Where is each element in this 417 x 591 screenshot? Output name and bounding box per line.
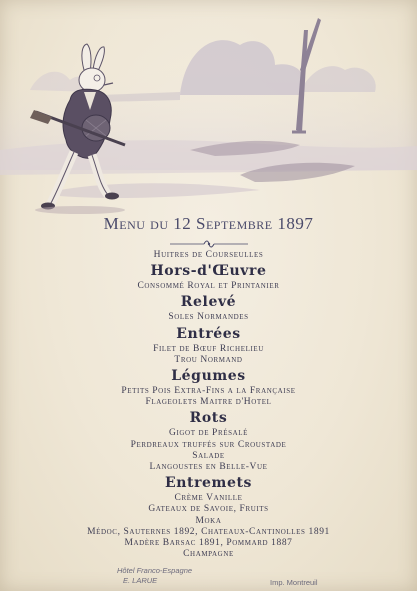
printer-credit: Imp. Montreuil bbox=[270, 578, 318, 587]
dish-line: Filet de Bœuf Richelieu bbox=[153, 343, 264, 354]
proprietor-name: E. LARUE bbox=[123, 575, 158, 585]
dish-line: Langoustes en Belle-Vue bbox=[149, 462, 268, 473]
course-heading: Entremets bbox=[164, 475, 253, 492]
dish-line: Petits Pois Extra-Fins a la Française bbox=[121, 386, 296, 397]
course-heading: Entrées bbox=[176, 325, 241, 342]
dish-line: Consommé Royal et Printanier bbox=[137, 281, 280, 292]
dish-line: Perdreaux truffés sur Croustade bbox=[130, 439, 287, 450]
course-heading: Hors-d'Œuvre bbox=[150, 263, 267, 280]
dish-line: Gateaux de Savoie, Fruits bbox=[148, 504, 269, 515]
dish-line: Trou Normand bbox=[174, 354, 243, 365]
title-divider-ornament bbox=[168, 239, 250, 249]
dish-line: Moka bbox=[195, 515, 222, 526]
dish-line: Huitres de Courseulles bbox=[153, 250, 264, 260]
course-heading: Relevé bbox=[180, 294, 237, 311]
dish-line: Soles Normandes bbox=[168, 312, 249, 323]
dish-line: Gigot de Présalé bbox=[169, 428, 248, 439]
course-heading: Légumes bbox=[171, 368, 246, 385]
hotel-credit bbox=[117, 566, 192, 585]
dish-line: Crème Vanille bbox=[174, 493, 243, 504]
menu-items bbox=[0, 250, 417, 560]
hunting-rabbit-illustration bbox=[0, 0, 417, 215]
dish-line: Champagne bbox=[183, 549, 234, 560]
dish-line: Madère Barsac 1891, Pommard 1887 bbox=[124, 538, 293, 549]
course-heading: Rots bbox=[189, 410, 228, 427]
dish-line: Flageolets Maitre d'Hotel bbox=[145, 397, 272, 408]
dish-line: Salade bbox=[192, 450, 225, 461]
hotel-name: Hôtel Franco-Espagne bbox=[117, 566, 193, 575]
menu-title: Menu du 12 Septembre 1897 bbox=[103, 214, 314, 233]
dish-line: Médoc, Sauternes 1892, Chateaux-Cantinolles 1891 bbox=[87, 526, 330, 537]
